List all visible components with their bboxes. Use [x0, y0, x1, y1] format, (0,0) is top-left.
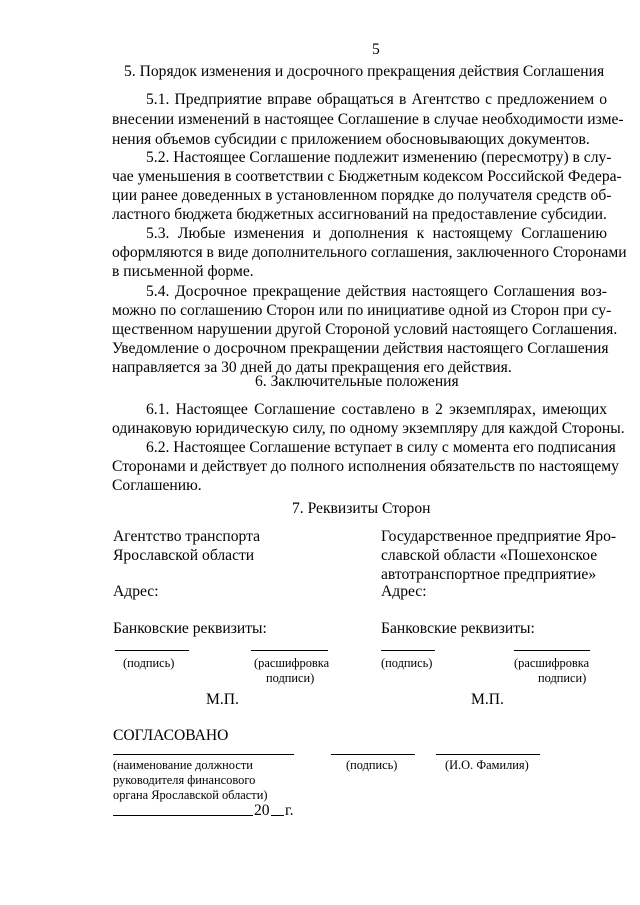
approval-name-caption: (И.О. Фамилия): [445, 758, 529, 772]
paragraph-line: ции ранее доведенных в установленном порядке до получателя средств об-: [112, 187, 612, 204]
approval-name-line: [436, 754, 540, 755]
right-address-label: Адрес:: [381, 583, 427, 600]
paragraph-line: нения объемов субсидии с приложением обосновывающих документов.: [112, 131, 590, 148]
paragraph-line: 5.4. Досрочное прекращение действия настоящего Соглашения воз-: [146, 283, 607, 300]
right-sign-caption: (подпись): [381, 656, 433, 670]
paragraph-line: оформляются в виде дополнительного соглашения, заключенного Сторонами: [112, 244, 627, 261]
right-decode-caption: (расшифровка: [514, 656, 590, 670]
approval-title: СОГЛАСОВАНО: [113, 727, 229, 744]
approval-sign-caption: (подпись): [346, 758, 398, 772]
paragraph-line: направляется за 30 дней до даты прекращения его действия.: [112, 359, 512, 376]
paragraph-line: в письменной форме.: [112, 263, 254, 280]
approval-signature-line: [331, 754, 415, 755]
approval-year-line: [271, 815, 284, 816]
right-party-name: Государственное предприятие Яро-: [381, 528, 617, 545]
left-signature-line: [115, 650, 189, 651]
right-bank-label: Банковские реквизиты:: [381, 620, 535, 637]
left-sign-caption: (подпись): [123, 656, 175, 670]
paragraph-line: 6.2. Настоящее Соглашение вступает в силу с момента его подписания: [146, 439, 616, 456]
paragraph-line: 6.1. Настоящее Соглашение составлено в 2 экземплярах, имеющих: [146, 401, 607, 418]
right-decode-line: [514, 650, 590, 651]
left-stamp-label: М.П.: [206, 691, 239, 708]
left-address-label: Адрес:: [113, 583, 159, 600]
page-number: 5: [372, 41, 380, 58]
approval-date-year: 20: [254, 802, 270, 819]
right-decode-caption: подписи): [538, 671, 587, 685]
paragraph-line: ластного бюджета бюджетных ассигнований на предоставление субсидии.: [112, 206, 607, 223]
paragraph-line: 5.1. Предприятие вправе обращаться в Агентство с предложением о: [146, 91, 607, 108]
approval-position-caption: руководителя финансового: [113, 773, 256, 787]
paragraph-line: Уведомление о досрочном прекращении действия настоящего Соглашения: [112, 340, 609, 357]
section-5-heading: 5. Порядок изменения и досрочного прекращения действия Соглашения: [124, 63, 605, 80]
paragraph-line: одинаковую юридическую силу, по одному экземпляру для каждой Стороны.: [112, 420, 625, 437]
paragraph-line: Сторонами и действует до полного исполнения обязательств по настоящему: [112, 458, 619, 475]
left-decode-caption: (расшифровка: [254, 656, 330, 670]
left-bank-label: Банковские реквизиты:: [113, 620, 267, 637]
approval-position-caption: органа Ярославской области): [113, 788, 268, 802]
paragraph-line: можно по соглашению Сторон или по инициативе одной из Сторон при су-: [112, 302, 612, 319]
right-party-name: автотранспортное предприятие»: [381, 566, 597, 583]
approval-date-suffix: г.: [285, 802, 294, 819]
left-party-name: Агентство транспорта: [113, 528, 261, 545]
right-stamp-label: М.П.: [471, 691, 504, 708]
paragraph-line: 5.2. Настоящее Соглашение подлежит изменению (пересмотру) в слу-: [146, 149, 612, 166]
section-6-heading: 6. Заключительные положения: [255, 373, 459, 390]
approval-position-line: [113, 754, 294, 755]
paragraph-line: щественном нарушении другой Стороной условий настоящего Соглашения.: [112, 321, 618, 338]
paragraph-line: внесении изменений в настоящее Соглашение в случае необходимости изме-: [112, 111, 624, 128]
paragraph-line: 5.3. Любые изменения и дополнения к настоящему Соглашению: [146, 225, 607, 242]
left-party-name: Ярославской области: [113, 547, 255, 564]
paragraph-line: Соглашению.: [112, 477, 202, 494]
approval-date-line: [113, 815, 253, 816]
approval-position-caption: (наименование должности: [113, 758, 253, 772]
right-party-name: славской области «Пошехонское: [381, 547, 598, 564]
paragraph-line: чае уменьшения в соответствии с Бюджетным кодексом Российской Федера-: [112, 168, 622, 185]
left-decode-caption: подписи): [266, 671, 315, 685]
section-7-heading: 7. Реквизиты Сторон: [292, 500, 431, 517]
right-signature-line: [381, 650, 435, 651]
left-decode-line: [251, 650, 328, 651]
